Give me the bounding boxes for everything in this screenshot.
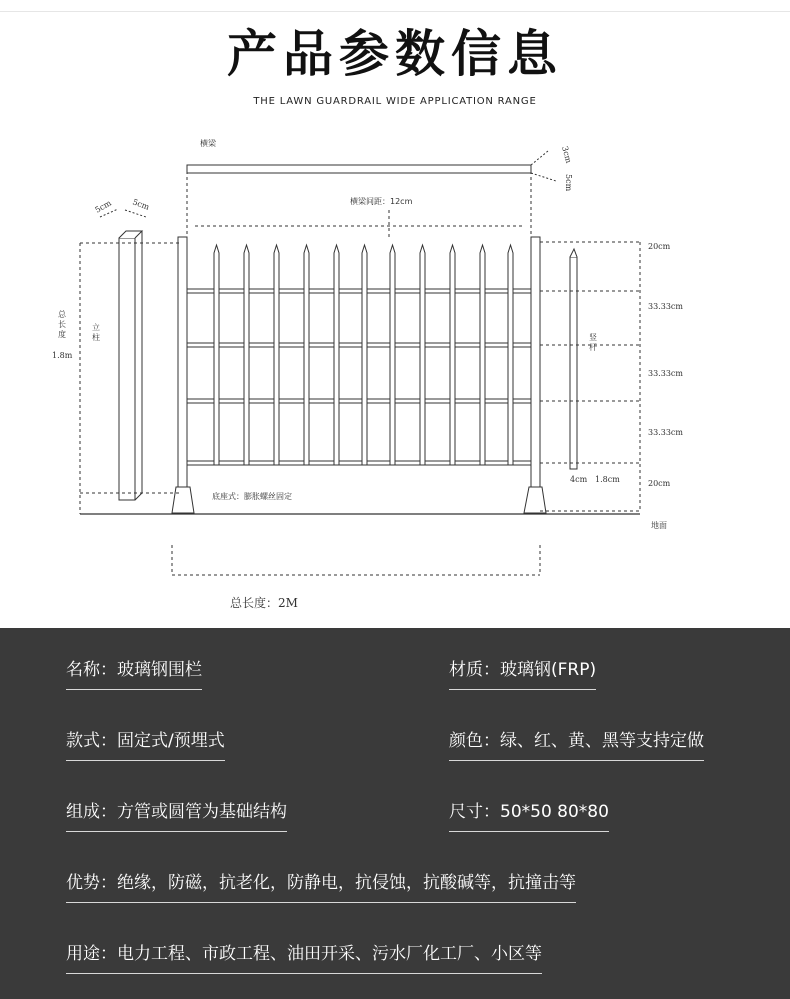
rail-1 xyxy=(187,289,531,293)
spec-color: 颜色：绿、红、黄、黑等支持定做 xyxy=(449,730,704,761)
picket xyxy=(420,245,425,465)
page-subtitle: THE LAWN GUARDRAIL WIDE APPLICATION RANGE xyxy=(253,96,537,107)
beam-dim-a: 3cm xyxy=(560,145,574,165)
rail-4 xyxy=(187,461,531,465)
picket xyxy=(450,245,455,465)
picket xyxy=(362,245,367,465)
total-height-value: 1.8m xyxy=(52,351,73,360)
top-beam xyxy=(187,165,531,173)
left-post xyxy=(178,237,187,487)
picket xyxy=(334,245,339,465)
segment-label-5: 20cm xyxy=(648,479,671,488)
picket xyxy=(304,245,309,465)
ground-label: 地面 xyxy=(651,521,667,530)
picket xyxy=(244,245,249,465)
left-base xyxy=(172,487,194,513)
standalone-picket xyxy=(570,257,577,469)
fence-diagram xyxy=(0,125,790,625)
top-divider xyxy=(0,11,790,12)
page-title: 产品参数信息 xyxy=(227,25,563,83)
beam-spacing-label: 横梁间距：12cm xyxy=(350,197,413,206)
spec-composition: 组成：方管或圆管为基础结构 xyxy=(66,801,287,832)
spec-panel xyxy=(0,628,790,999)
picket-dim-a: 4cm xyxy=(570,475,588,484)
picket xyxy=(274,245,279,465)
spec-style: 款式：固定式/预埋式 xyxy=(66,730,225,761)
beam-label: 横梁 xyxy=(200,139,216,148)
total-length-label: 总长度：2M xyxy=(230,596,298,610)
spec-usage: 用途：电力工程、市政工程、油田开采、污水厂化工厂、小区等 xyxy=(66,943,542,974)
segment-label-3: 33.33cm xyxy=(648,369,683,378)
picket xyxy=(480,245,485,465)
picket xyxy=(508,245,513,465)
picket xyxy=(214,245,219,465)
pickets-group xyxy=(214,245,513,465)
segment-label-4: 33.33cm xyxy=(648,428,683,437)
spec-advantages: 优势：绝缘，防磁，抗老化，防静电，抗侵蚀，抗酸碱等，抗撞击等 xyxy=(66,872,576,903)
spec-material: 材质：玻璃钢(FRP) xyxy=(449,659,596,690)
rail-2 xyxy=(187,343,531,347)
total-height-label: 总长度 xyxy=(58,310,66,339)
segment-label-2: 33.33cm xyxy=(648,302,683,311)
segment-label-1: 20cm xyxy=(648,242,671,251)
post-dim-a: 5cm xyxy=(93,198,113,215)
rail-3 xyxy=(187,399,531,403)
post-dim-b: 5cm xyxy=(131,197,151,212)
post-label: 立柱 xyxy=(92,323,100,342)
picket xyxy=(390,245,395,465)
beam-dim-b: 5cm xyxy=(564,174,573,192)
picket-dim-b: 1.8cm xyxy=(595,475,620,484)
standalone-post xyxy=(119,238,135,500)
base-label: 底座式：膨胀螺丝固定 xyxy=(212,492,292,501)
picket-label: 竖杆 xyxy=(589,333,597,352)
right-post xyxy=(531,237,540,487)
spec-size: 尺寸：50*50 80*80 xyxy=(449,801,609,832)
right-base xyxy=(524,487,546,513)
spec-name: 名称：玻璃钢围栏 xyxy=(66,659,202,690)
